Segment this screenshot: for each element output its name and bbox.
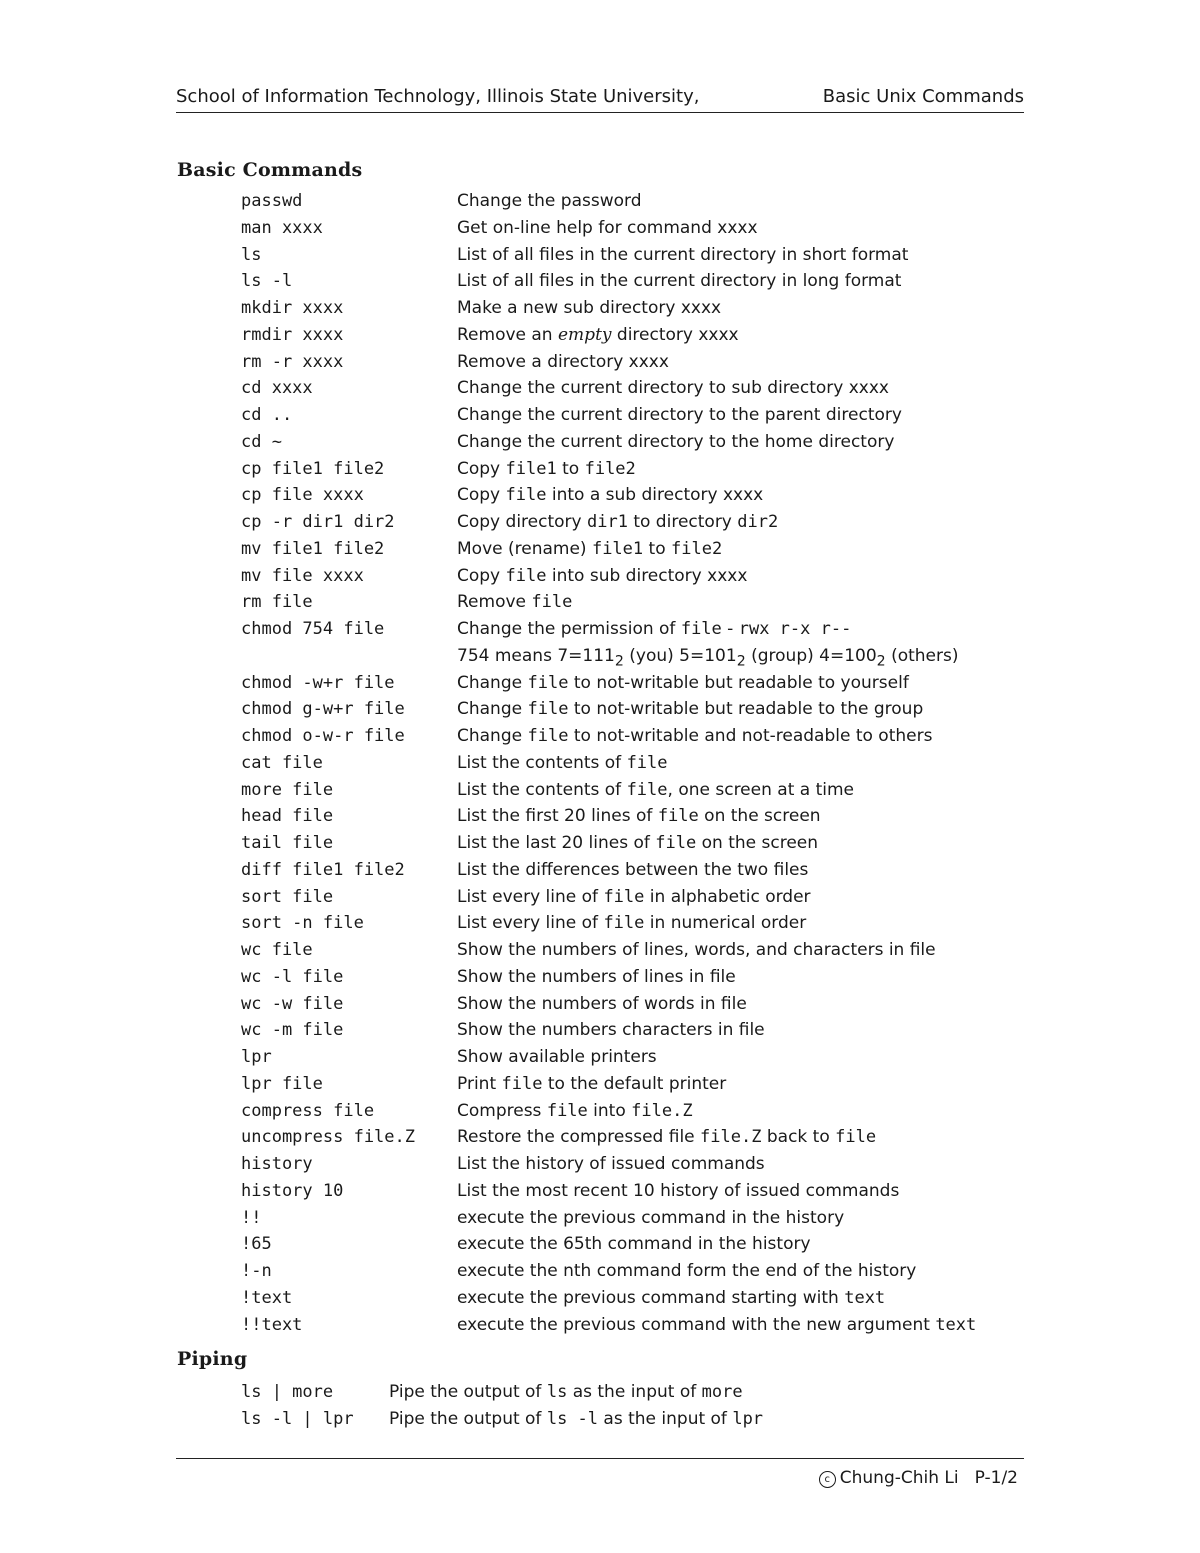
page-header — [176, 84, 1024, 113]
command-row — [241, 1205, 1031, 1232]
command-description: Compress file into file.Z — [457, 1100, 693, 1121]
command-row — [241, 1124, 1031, 1151]
command-row — [241, 670, 1031, 697]
command-row — [241, 777, 1031, 804]
page-footer — [819, 1468, 1018, 1488]
command-row — [241, 456, 1031, 483]
footer-author: Chung-Chih Li — [839, 1468, 959, 1488]
command-row-continuation — [241, 643, 1031, 670]
footer-divider — [176, 1458, 1024, 1459]
command-description: execute the previous command starting with text — [457, 1287, 886, 1308]
command-text: wc file — [241, 940, 313, 960]
command-text: sort file — [241, 886, 334, 907]
command-row — [241, 696, 1031, 723]
command-row — [241, 1178, 1031, 1205]
command-row — [241, 349, 1031, 376]
command-description: Change the permission of file - rwx r-x r-- — [457, 619, 852, 639]
command-description: List the history of issued commands — [457, 1154, 765, 1174]
command-row — [241, 1406, 1031, 1433]
command-row — [241, 1071, 1031, 1098]
section-title-basic: Basic Commands — [177, 159, 363, 181]
command-description: Restore the compressed file file.Z back to file — [457, 1127, 877, 1148]
command-row — [241, 429, 1031, 456]
command-text: rm -r xxxx — [241, 351, 344, 372]
command-description: List the differences between the two files — [457, 859, 809, 880]
command-text: rm file — [241, 592, 313, 613]
command-description: Change file to not-writable and not-readable to others — [457, 726, 933, 746]
command-description: List the most recent 10 history of issued commands — [457, 1180, 900, 1201]
command-text: lpr file — [241, 1073, 323, 1094]
basic-command-list — [241, 188, 1031, 1338]
command-row — [241, 750, 1031, 777]
command-text: sort -n file — [241, 913, 364, 934]
command-text: man xxxx — [241, 217, 323, 238]
command-text: !65 — [241, 1234, 272, 1255]
command-text: uncompress file.Z — [241, 1127, 415, 1148]
command-description: Show available printers — [457, 1047, 657, 1067]
command-description: List the last 20 lines of file on the screen — [457, 833, 819, 853]
command-row — [241, 937, 1031, 964]
command-row — [241, 268, 1031, 295]
command-description: List of all files in the current directory in long format — [457, 271, 902, 292]
command-row — [241, 1285, 1031, 1312]
command-text: cp file xxxx — [241, 485, 364, 506]
command-description: execute the previous command with the new argument text — [457, 1314, 977, 1335]
command-description: Remove a directory xxxx — [457, 351, 669, 372]
command-description: Copy directory dir1 to directory dir2 — [457, 512, 779, 532]
command-row — [241, 964, 1031, 991]
command-description: List of all files in the current directory in short format — [457, 244, 909, 265]
command-row — [241, 1098, 1031, 1125]
command-description: Pipe the output of ls as the input of more — [389, 1382, 743, 1402]
header-topic: Basic Unix Commands — [822, 86, 1024, 107]
command-text: !! — [241, 1207, 262, 1228]
command-row — [241, 830, 1031, 857]
command-description: Change file to not-writable but readable to yourself — [457, 672, 909, 693]
command-description: execute the 65th command in the history — [457, 1234, 811, 1255]
command-description: Copy file1 to file2 — [457, 458, 636, 479]
copyright-icon: c — [819, 1471, 836, 1488]
command-row — [241, 1231, 1031, 1258]
command-row — [241, 1017, 1031, 1044]
command-text: ls -l | lpr — [241, 1408, 354, 1429]
piping-command-list — [241, 1379, 1031, 1433]
emphasis: empty — [558, 324, 612, 345]
command-description: Show the numbers of words in file — [457, 993, 747, 1014]
command-text: chmod 754 file — [241, 619, 385, 639]
command-description: Get on-line help for command xxxx — [457, 217, 758, 238]
command-row — [241, 857, 1031, 884]
command-row — [241, 402, 1031, 429]
command-text: wc -m file — [241, 1020, 344, 1041]
command-text: more file — [241, 779, 334, 800]
command-text: chmod -w+r file — [241, 672, 395, 693]
command-row — [241, 295, 1031, 322]
command-text: !-n — [241, 1261, 272, 1281]
page-number: P-1/2 — [974, 1468, 1018, 1488]
command-description: Copy file into sub directory xxxx — [457, 565, 748, 586]
command-row — [241, 991, 1031, 1018]
command-row — [241, 215, 1031, 242]
command-row — [241, 322, 1031, 349]
command-description: Copy file into a sub directory xxxx — [457, 485, 764, 506]
command-description: execute the nth command form the end of the history — [457, 1261, 917, 1281]
command-row — [241, 482, 1031, 509]
command-row — [241, 910, 1031, 937]
command-text: cp -r dir1 dir2 — [241, 512, 395, 532]
command-description: Change the current directory to the parent directory — [457, 405, 902, 425]
command-description: Remove an empty directory xxxx — [457, 324, 739, 345]
command-text: cd .. — [241, 405, 293, 425]
command-text: mkdir xxxx — [241, 298, 344, 318]
command-text: rmdir xxxx — [241, 324, 344, 345]
command-description: Make a new sub directory xxxx — [457, 298, 722, 318]
command-description: Change the current directory to sub directory xxxx — [457, 378, 889, 399]
command-description: List the first 20 lines of file on the screen — [457, 806, 821, 827]
command-text: ls | more — [241, 1382, 334, 1402]
command-description: Change the password — [457, 191, 642, 211]
command-row — [241, 1258, 1031, 1285]
command-text: ls — [241, 244, 262, 265]
command-text: !!text — [241, 1314, 303, 1335]
permission-explanation: 754 means $7=111_2$ (you) $5=101_2$ (group) $4=100_2$ (others) — [457, 645, 959, 670]
command-description: execute the previous command in the history — [457, 1207, 845, 1228]
command-description: Pipe the output of ls -l as the input of lpr — [389, 1408, 764, 1429]
command-description: Show the numbers of lines in file — [457, 966, 736, 987]
command-description: Print file to the default printer — [457, 1073, 727, 1094]
command-text: history 10 — [241, 1180, 344, 1201]
command-text: !text — [241, 1287, 293, 1308]
command-description: Remove file — [457, 592, 573, 613]
command-row — [241, 1151, 1031, 1178]
command-text: ls -l — [241, 271, 293, 292]
command-text: head file — [241, 806, 334, 827]
command-text: compress file — [241, 1100, 375, 1121]
command-row — [241, 536, 1031, 563]
command-description: List every line of file in numerical order — [457, 913, 807, 934]
command-row — [241, 884, 1031, 911]
command-row — [241, 803, 1031, 830]
command-description: Move (rename) file1 to file2 — [457, 538, 723, 559]
command-description: Show the numbers of lines, words, and characters in file — [457, 940, 936, 960]
command-row — [241, 563, 1031, 590]
command-text: cat file — [241, 752, 323, 773]
command-text: cp file1 file2 — [241, 458, 385, 479]
section-title-piping: Piping — [177, 1348, 248, 1370]
command-text: chmod o-w-r file — [241, 726, 405, 746]
command-text: wc -w file — [241, 993, 344, 1014]
header-institution: School of Information Technology, Illinois State University, — [176, 86, 700, 107]
command-text: cd xxxx — [241, 378, 313, 399]
command-row — [241, 242, 1031, 269]
command-text: passwd — [241, 191, 303, 211]
command-text: diff file1 file2 — [241, 859, 405, 880]
command-row — [241, 188, 1031, 215]
command-text: cd ~ — [241, 431, 282, 452]
command-row — [241, 1379, 1031, 1406]
command-text: chmod g-w+r file — [241, 699, 405, 720]
command-row — [241, 589, 1031, 616]
command-row — [241, 616, 1031, 643]
command-row — [241, 509, 1031, 536]
command-description: Change the current directory to the home directory — [457, 431, 895, 452]
command-text: tail file — [241, 833, 334, 853]
command-text: lpr — [241, 1047, 272, 1067]
command-text: mv file1 file2 — [241, 538, 385, 559]
command-description: Change file to not-writable but readable to the group — [457, 699, 924, 720]
command-description: Show the numbers characters in file — [457, 1020, 765, 1041]
command-row — [241, 1312, 1031, 1339]
command-text: mv file xxxx — [241, 565, 364, 586]
command-description: List the contents of file — [457, 752, 668, 773]
command-row — [241, 1044, 1031, 1071]
command-text: wc -l file — [241, 966, 344, 987]
command-description: List every line of file in alphabetic order — [457, 886, 811, 907]
command-row — [241, 375, 1031, 402]
command-description: List the contents of file, one screen at a time — [457, 779, 854, 800]
command-row — [241, 723, 1031, 750]
command-text: history — [241, 1154, 313, 1174]
